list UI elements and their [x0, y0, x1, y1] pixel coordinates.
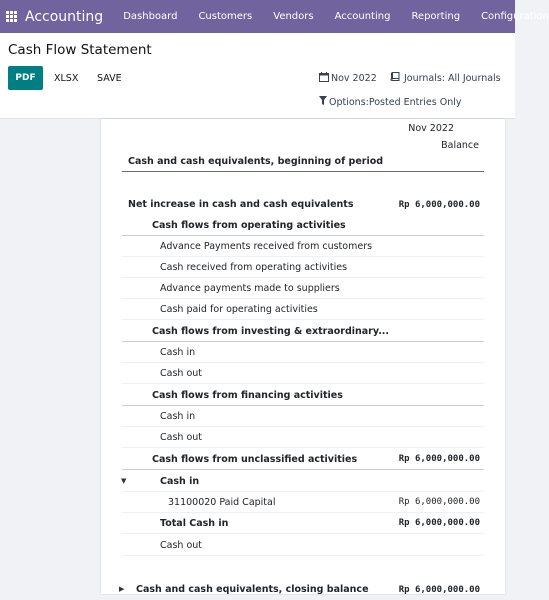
row-amount: Rp 6,000,000.00 — [398, 497, 480, 507]
row-label: Advance payments made to suppliers — [160, 282, 340, 294]
options-filter-label: Options:Posted Entries Only — [329, 96, 462, 108]
row-label: Cash received from operating activities — [160, 261, 348, 273]
row-label: Cash flows from operating activities — [152, 219, 346, 231]
journals-filter-label: Journals: All Journals — [404, 73, 501, 84]
row-label: Cash flows from unclassified activities — [152, 453, 358, 465]
report-row[interactable] — [122, 299, 484, 320]
report-row[interactable] — [122, 236, 484, 257]
report-row[interactable] — [122, 363, 484, 384]
row-amount: Rp 6,000,000.00 — [398, 199, 480, 210]
report-row[interactable] — [122, 385, 484, 406]
report-row[interactable] — [122, 278, 484, 299]
menu-dashboard[interactable]: Dashboard — [123, 11, 178, 22]
column-header-date: Nov 2022 — [408, 123, 454, 134]
calendar-icon — [319, 72, 331, 85]
report-row[interactable] — [122, 449, 484, 470]
row-label: Cash in — [160, 475, 200, 487]
date-filter[interactable] — [319, 72, 377, 85]
row-label: Cash and cash equivalents, beginning of period — [128, 155, 384, 167]
row-label: Cash and cash equivalents, closing balance — [136, 584, 369, 595]
report-row[interactable] — [122, 579, 484, 600]
row-label: Cash flows from financing activities — [152, 389, 343, 401]
save-button[interactable]: SAVE — [97, 73, 122, 84]
report-row[interactable] — [122, 257, 484, 278]
menu-configuration[interactable]: Configuration — [481, 11, 549, 22]
options-filter[interactable] — [319, 96, 462, 108]
report-row[interactable] — [122, 427, 484, 448]
report-row[interactable] — [122, 471, 484, 492]
report-row[interactable] — [122, 406, 484, 427]
xlsx-button[interactable]: XLSX — [54, 73, 79, 84]
report-row[interactable] — [122, 215, 484, 236]
book-icon — [390, 72, 402, 85]
report-row[interactable] — [122, 492, 484, 513]
report-sheet — [101, 119, 505, 594]
menu-reporting[interactable]: Reporting — [411, 11, 461, 22]
pdf-button[interactable]: PDF — [8, 66, 43, 90]
row-label: Advance Payments received from customers — [160, 240, 373, 252]
report-row[interactable] — [122, 151, 484, 172]
report-row[interactable] — [122, 321, 484, 342]
row-label: Cash out — [160, 367, 203, 379]
top-navbar — [0, 0, 549, 33]
row-amount: Rp 6,000,000.00 — [398, 584, 480, 595]
report-row[interactable] — [122, 535, 484, 556]
menu-customers[interactable]: Customers — [198, 11, 253, 22]
row-label: Cash paid for operating activities — [160, 303, 318, 315]
row-amount: Rp 6,000,000.00 — [398, 454, 480, 464]
report-row[interactable] — [122, 342, 484, 363]
row-label: Net increase in cash and cash equivalents — [128, 199, 354, 210]
row-amount: Rp 6,000,000.00 — [398, 518, 480, 528]
row-label: Cash flows from investing & extraordinary... — [152, 325, 390, 337]
row-label: Cash in — [160, 346, 196, 358]
menu-vendors[interactable]: Vendors — [273, 11, 314, 22]
app-grid-icon[interactable] — [6, 11, 17, 22]
row-label: Total Cash in — [160, 517, 229, 529]
page-title: Cash Flow Statement — [8, 42, 152, 58]
date-filter-label: Nov 2022 — [331, 73, 377, 84]
column-header-balance: Balance — [441, 140, 479, 151]
journals-filter[interactable] — [390, 72, 501, 85]
control-panel — [0, 33, 515, 119]
caret-down-icon[interactable]: ▼ — [121, 477, 127, 485]
app-brand[interactable]: Accounting — [25, 8, 104, 25]
menu-accounting[interactable]: Accounting — [334, 11, 391, 22]
report-row[interactable] — [122, 194, 484, 215]
filter-icon — [319, 96, 329, 108]
report-row[interactable] — [122, 513, 484, 534]
row-label: Cash out — [160, 431, 203, 443]
caret-right-icon[interactable]: ▶ — [119, 585, 125, 593]
row-label: 31100020 Paid Capital — [168, 496, 276, 508]
row-label: Cash in — [160, 410, 196, 422]
row-label: Cash out — [160, 539, 203, 551]
